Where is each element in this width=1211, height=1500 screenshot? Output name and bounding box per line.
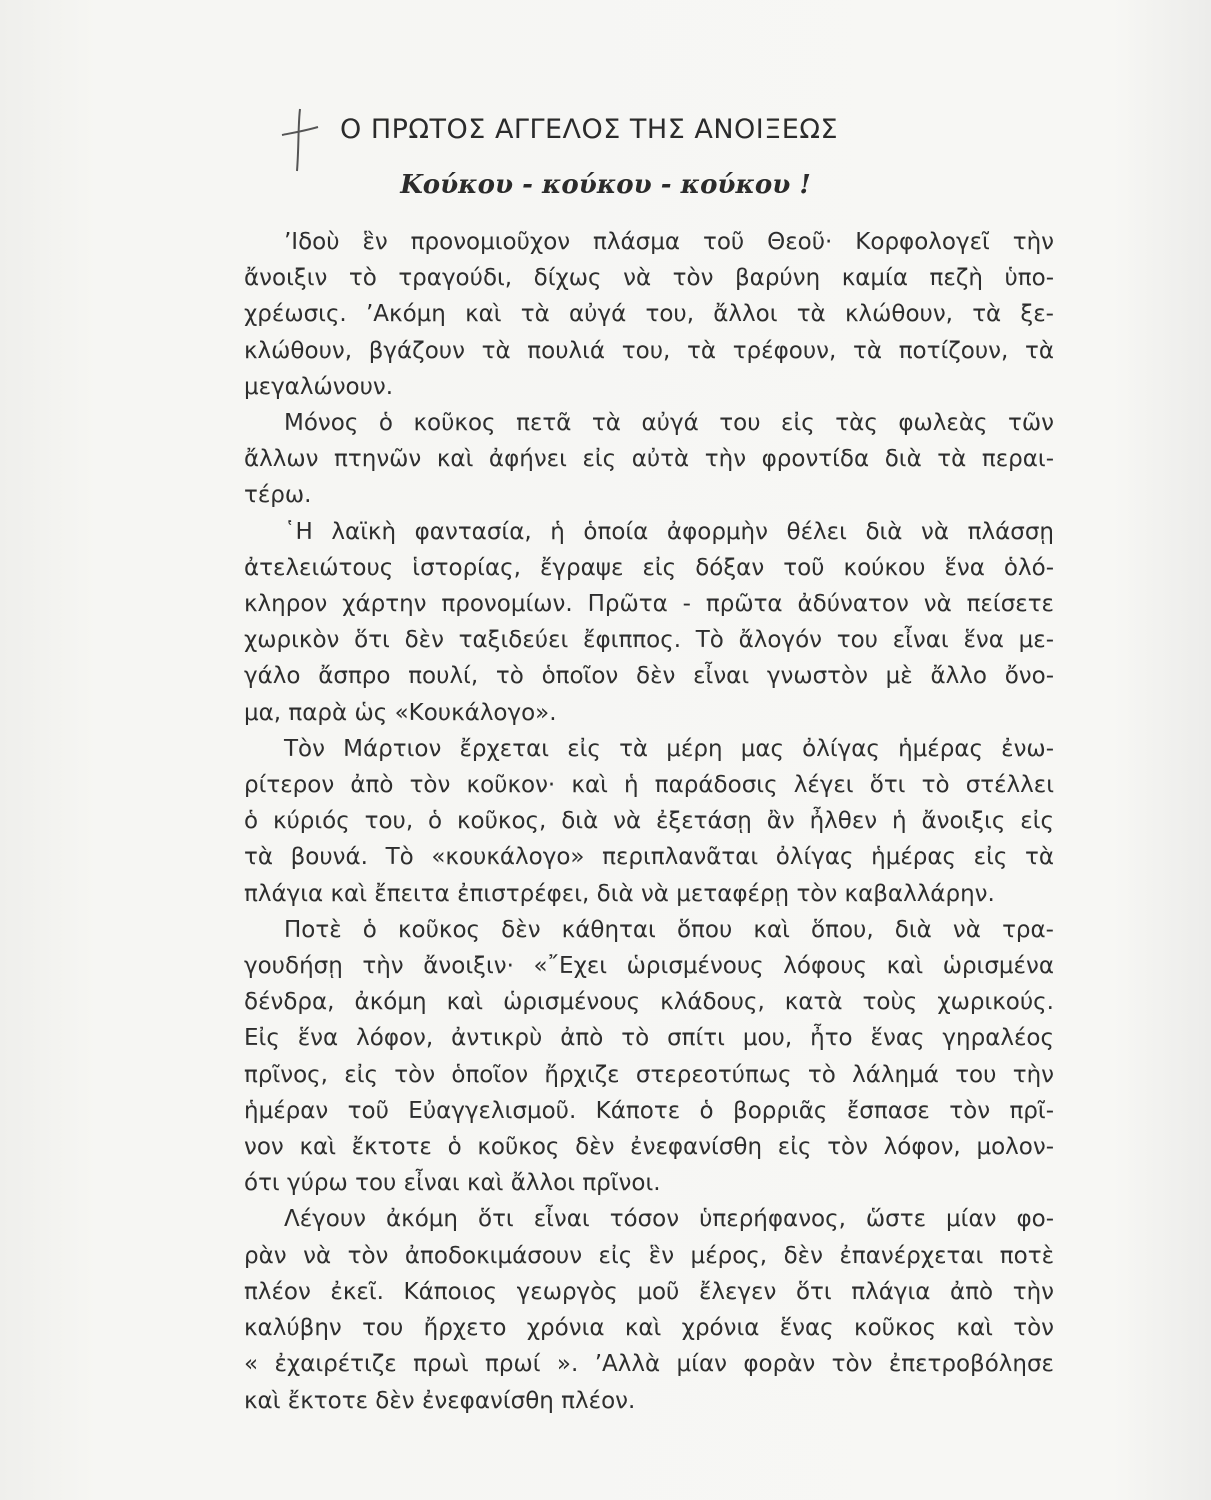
paragraph	[244, 224, 1054, 405]
text-line: πλάγια καὶ ἔπειτα ἐπιστρέφει, διὰ νὰ μεταφέρῃ τὸν καβαλλάρην.	[244, 880, 995, 907]
handwritten-cross-mark	[278, 105, 322, 175]
text-line: καλύβην του ἤρχετο χρόνια καὶ χρόνια ἕνας κοῦκος καὶ τὸν	[244, 1315, 1054, 1342]
text-line: ότι γύρω του εἶναι καὶ ἄλλοι πρῖνοι.	[244, 1170, 661, 1197]
text-line: γουδήσῃ τὴν ἄνοιξιν· «῎Εχει ὡρισμένους λόφους καὶ ὡρισμένα	[244, 953, 1054, 980]
text-line: πρῖνος, εἰς τὸν ὁποῖον ἤρχιζε στερεοτύπως τὸ λάλημά του τὴν	[244, 1061, 1054, 1088]
text-line: καὶ ἔκτοτε δὲν ἐνεφανίσθη πλέον.	[244, 1387, 636, 1414]
text-line: ἄλλων πτηνῶν καὶ ἀφήνει εἰς αὐτὰ τὴν φροντίδα διὰ τὰ περαι-	[244, 446, 1054, 473]
chapter-subtitle: Κούκου - κούκου - κούκου !	[400, 170, 811, 200]
text-line: χρέωσις. ’Ακόμη καὶ τὰ αὐγά του, ἄλλοι τὰ κλώθουν, τὰ ξε-	[244, 301, 1054, 328]
text-line: γάλο ἄσπρο πουλί, τὸ ὁποῖον δὲν εἶναι γνωστὸν μὲ ἄλλο ὄνο-	[244, 663, 1054, 690]
paragraph	[244, 514, 1054, 731]
paragraph	[244, 405, 1054, 514]
text-line: τέρω.	[244, 482, 312, 509]
chapter-title: Ο ΠΡΩΤΟΣ ΑΓΓΕΛΟΣ ΤΗΣ ΑΝΟΙΞΕΩΣ	[340, 114, 839, 145]
text-line: ρίτερον ἀπὸ τὸν κοῦκον· καὶ ἡ παράδοσις λέγει ὅτι τὸ στέλλει	[244, 772, 1054, 799]
text-line: μεγαλώνουν.	[244, 373, 394, 400]
text-line: ἡμέραν τοῦ Εὐαγγελισμοῦ. Κάποτε ὁ βορριᾶς ἔσπασε τὸν πρῖ-	[244, 1097, 1054, 1124]
text-line: ἀτελειώτους ἱστορίας, ἔγραψε εἰς δόξαν τοῦ κούκου ἕνα ὁλό-	[244, 554, 1054, 581]
text-line: Εἰς ἕνα λόφον, ἀντικρὺ ἀπὸ τὸ σπίτι μου, ἦτο ἕνας γηραλέος	[244, 1025, 1054, 1052]
text-line: ’Ιδοὺ ἓν προνομιοῦχον πλάσμα τοῦ Θεοῦ· Κορφολογεῖ τὴν	[284, 229, 1054, 255]
text-line: Ποτὲ ὁ κοῦκος δὲν κάθηται ὅπου καὶ ὅπου, διὰ νὰ τρα-	[284, 916, 1054, 943]
text-line: ὁ κύριός του, ὁ κοῦκος, διὰ νὰ ἐξετάσῃ ἂν ἦλθεν ἡ ἄνοιξις εἰς	[244, 808, 1054, 835]
text-line: κλώθουν, βγάζουν τὰ πουλιά του, τὰ τρέφουν, τὰ ποτίζουν, τὰ	[244, 337, 1054, 364]
text-line: Τὸν Μάρτιον ἔρχεται εἰς τὰ μέρη μας ὀλίγας ἡμέρας ἐνω-	[284, 735, 1054, 762]
text-line: μα, παρὰ ὡς «Κουκάλογο».	[244, 699, 557, 726]
text-line: ρὰν νὰ τὸν ἀποδοκιμάσουν εἰς ἓν μέρος, δὲν ἐπανέρχεται ποτὲ	[244, 1242, 1054, 1269]
text-line: κληρον χάρτην προνομίων. Πρῶτα - πρῶτα ἀδύνατον νὰ πείσετε	[244, 591, 1054, 618]
text-line: τὰ βουνά. Τὸ «κουκάλογο» περιπλανᾶται ὀλίγας ἡμέρας εἰς τὰ	[244, 844, 1054, 871]
body-text	[244, 224, 1054, 1419]
paragraph	[244, 731, 1054, 912]
text-line: πλέον ἐκεῖ. Κάποιος γεωργὸς μοῦ ἔλεγεν ὅτι πλάγια ἀπὸ τὴν	[244, 1278, 1054, 1305]
text-line: χωρικὸν ὅτι δὲν ταξιδεύει ἔφιππος. Τὸ ἄλογόν του εἶναι ἕνα με-	[244, 627, 1054, 654]
paragraph	[244, 1201, 1054, 1418]
paragraph	[244, 912, 1054, 1202]
text-line: ἄνοιξιν τὸ τραγούδι, δίχως νὰ τὸν βαρύνη καμία πεζὴ ὑπο-	[244, 265, 1054, 292]
text-line: ῾Η λαϊκὴ φαντασία, ἡ ὁποία ἀφορμὴν θέλει διὰ νὰ πλάσσῃ	[284, 518, 1054, 545]
text-line: Μόνος ὁ κοῦκος πετᾶ τὰ αὐγά του εἰς τὰς φωλεὰς τῶν	[284, 410, 1054, 437]
text-line: « ἐχαιρέτιζε πρωὶ πρωί ». ’Αλλὰ μίαν φορὰν τὸν ἐπετροβόλησε	[244, 1351, 1054, 1378]
text-line: Λέγουν ἀκόμη ὅτι εἶναι τόσον ὑπερήφανος, ὥστε μίαν φο-	[284, 1206, 1054, 1233]
text-line: νον καὶ ἔκτοτε ὁ κοῦκος δὲν ἐνεφανίσθη εἰς τὸν λόφον, μολον-	[244, 1134, 1054, 1161]
text-line: δένδρα, ἀκόμη καὶ ὡρισμένους κλάδους, κατὰ τοὺς χωρικούς.	[244, 989, 1054, 1016]
